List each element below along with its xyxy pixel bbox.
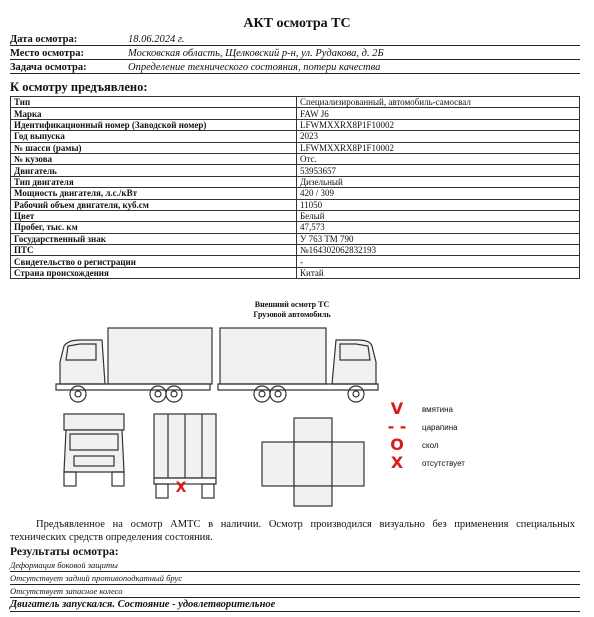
spec-row: [11, 188, 580, 199]
info-row-task: [10, 60, 580, 74]
spec-key: Страна происхождения: [11, 267, 297, 278]
truck-diagram: [50, 322, 380, 512]
spec-row: [11, 97, 580, 108]
spec-row: [11, 199, 580, 210]
truck-front-view: [64, 414, 124, 486]
spec-key: № кузова: [11, 153, 297, 164]
spec-row: [11, 142, 580, 153]
diagram-title-line1: Внешний осмотр ТС: [254, 300, 330, 309]
spec-key: Тип двигателя: [11, 176, 297, 187]
spec-key: Рабочий объем двигателя, куб.см: [11, 199, 297, 210]
spec-value: Отс.: [297, 153, 580, 164]
spec-row: [11, 119, 580, 130]
spec-value: -: [297, 256, 580, 267]
missing-symbol-icon: X: [390, 453, 404, 472]
scratch-symbol-icon: - -: [387, 417, 407, 436]
spec-row: [11, 233, 580, 244]
spec-value: 420 / 309: [297, 188, 580, 199]
spec-row: [11, 131, 580, 142]
info-value: Определение технического состояния, потери качества: [128, 62, 381, 73]
spec-value: 11050: [297, 199, 580, 210]
spec-value: FAW J6: [297, 108, 580, 119]
spec-key: ПТС: [11, 245, 297, 256]
spec-value: LFWMXXRX8P1F10002: [297, 119, 580, 130]
info-row-date: [10, 32, 580, 46]
spec-value: Белый: [297, 210, 580, 221]
vehicle-spec-table: [10, 96, 580, 279]
spec-value: 47,573: [297, 222, 580, 233]
spec-row: [11, 108, 580, 119]
inspection-note: Предъявленное на осмотр АМТС в наличии. Осмотр производился визуально без применения специальных технических средств определения состояния.: [10, 519, 575, 543]
spec-key: Пробег, тыс. км: [11, 222, 297, 233]
truck-right-side-view: [218, 328, 378, 402]
result-final: Двигатель запускался. Состояние - удовлетворительное: [10, 599, 580, 612]
diagram-title-line2: Грузовой автомобиль: [253, 310, 331, 319]
spec-row: [11, 222, 580, 233]
spec-key: Марка: [11, 108, 297, 119]
diagram-title: [180, 300, 404, 320]
legend-item-chip: [386, 436, 465, 454]
info-label: Место осмотра:: [10, 48, 85, 59]
spec-row: [11, 210, 580, 221]
spec-value: Дизельный: [297, 176, 580, 187]
spec-row: [11, 256, 580, 267]
spec-key: Год выпуска: [11, 131, 297, 142]
results-heading: Результаты осмотра:: [10, 546, 119, 558]
spec-value: Китай: [297, 267, 580, 278]
info-value: Московская область, Щелковский р-н, ул. Рудакова, д. 2Б: [128, 48, 384, 59]
legend-label: царапина: [422, 422, 458, 432]
legend-item-dent: [386, 400, 465, 418]
spec-value: У 763 ТМ 790: [297, 233, 580, 244]
spec-key: Цвет: [11, 210, 297, 221]
result-item: Деформация боковой защиты: [10, 560, 580, 572]
legend-label: отсутствует: [422, 458, 465, 468]
spec-value: №164302062832193: [297, 245, 580, 256]
damage-legend: [386, 400, 465, 472]
info-row-place: [10, 46, 580, 60]
spec-row: [11, 245, 580, 256]
dent-symbol-icon: V: [390, 399, 404, 418]
spec-value: 2023: [297, 131, 580, 142]
spec-value: 53953657: [297, 165, 580, 176]
truck-left-side-view: [56, 328, 212, 402]
spec-row: [11, 267, 580, 278]
legend-label: скол: [422, 440, 439, 450]
legend-label: вмятина: [422, 404, 453, 414]
spec-row: [11, 176, 580, 187]
spec-key: № шасси (рамы): [11, 142, 297, 153]
spec-value: Специализированный, автомобиль-самосвал: [297, 97, 580, 108]
presented-heading: К осмотру предъявлено:: [10, 80, 148, 94]
legend-item-missing: [386, 454, 465, 472]
spec-key: Двигатель: [11, 165, 297, 176]
truck-top-view: [262, 418, 364, 506]
damage-missing-marker: X: [175, 480, 187, 496]
spec-key: Свидетельство о регистрации: [11, 256, 297, 267]
result-item: Отсутствует задний противоподкатный брус: [10, 573, 580, 585]
spec-value: LFWMXXRX8P1F10002: [297, 142, 580, 153]
legend-item-scratch: [386, 418, 465, 436]
chip-symbol-icon: O: [390, 435, 404, 454]
info-label: Задача осмотра:: [10, 62, 87, 73]
spec-key: Идентификационный номер (Заводской номер): [11, 119, 297, 130]
result-item: Отсутствует запасное колесо: [10, 586, 580, 598]
spec-key: Мощность двигателя, л.с./кВт: [11, 188, 297, 199]
spec-row: [11, 153, 580, 164]
act-title: АКТ осмотра ТС: [243, 16, 351, 31]
spec-key: Государственный знак: [11, 233, 297, 244]
info-value: 18.06.2024 г.: [128, 34, 185, 45]
spec-row: [11, 165, 580, 176]
info-label: Дата осмотра:: [10, 34, 78, 45]
spec-key: Тип: [11, 97, 297, 108]
